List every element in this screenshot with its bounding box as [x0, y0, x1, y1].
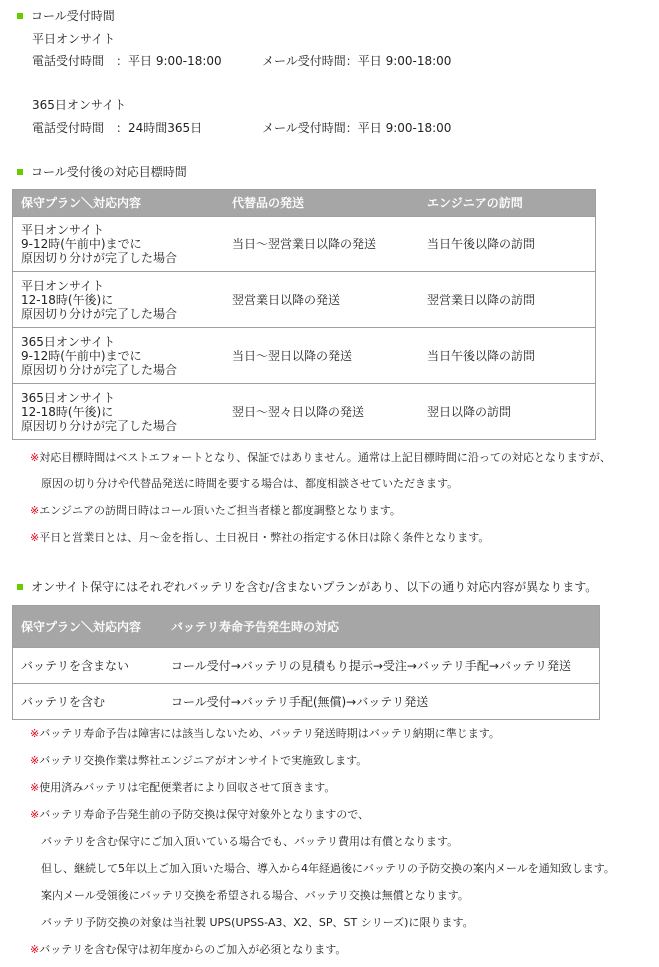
table-row: [13, 328, 596, 384]
note-line: 案内メール受領後にバッテリ交換を希望される場合、バッテリ交換は無償となります。: [41, 889, 469, 902]
replacement-cell: 翌日～翌々日以降の発送: [224, 384, 419, 440]
replacement-cell: 翌営業日以降の発送: [224, 272, 419, 328]
table-header-row: [13, 190, 596, 217]
bullet-square-icon: [17, 584, 23, 590]
note-line: バッテリを含む保守にご加入頂いている場合でも、バッテリ費用は有償となります。: [41, 835, 459, 848]
plan-cell: バッテリを含む: [13, 684, 164, 720]
visit-cell: 翌日以降の訪問: [419, 384, 596, 440]
allyear-phone-hours: 電話受付時間 ：24時間365日: [32, 121, 203, 135]
note-line: ※使用済みバッテリは宅配便業者により回収させて頂きます。: [30, 781, 336, 794]
section-heading-target-time: コール受付後の対応目標時間: [17, 164, 187, 180]
note-line: 但し、継続して5年以上ご加入頂いた場合、導入から4年経過後にバッテリの予防交換の案内メールを通知致します。: [41, 862, 615, 875]
allyear-mail-hours: メール受付時間：平日 9:00-18:00: [262, 121, 452, 135]
visit-cell: 翌営業日以降の訪問: [419, 272, 596, 328]
plan-cell: 365日オンサイト 9-12時(午前中)までに 原因切り分けが完了した場合: [13, 328, 225, 384]
note-line: ※バッテリ寿命予告発生前の予防交換は保守対象外となりますので、: [30, 808, 369, 821]
column-header: バッテリ寿命予告発生時の対応: [163, 606, 600, 648]
table-row: [13, 684, 600, 720]
table-header-row: [13, 606, 600, 648]
column-header: 代替品の発送: [224, 190, 419, 217]
note-line: 原因の切り分けや代替品発送に時間を要する場合は、都度相談させていただきます。: [41, 477, 459, 490]
column-header: エンジニアの訪問: [419, 190, 596, 217]
action-cell: コール受付→バッテリ手配(無償)→バッテリ発送: [163, 684, 600, 720]
note-line: ※エンジニアの訪問日時はコール頂いたご担当者様と都度調整となります。: [30, 504, 401, 517]
allyear-onsite-title: 365日オンサイト: [32, 98, 127, 112]
visit-cell: 当日午後以降の訪問: [419, 328, 596, 384]
section-heading-call-hours: コール受付時間: [17, 8, 115, 24]
bullet-square-icon: [17, 13, 23, 19]
note-line: ※バッテリを含む保守は初年度からのご加入が必須となります。: [30, 943, 347, 956]
weekday-onsite-title: 平日オンサイト: [32, 32, 116, 46]
visit-cell: 当日午後以降の訪問: [419, 217, 596, 272]
weekday-phone-hours: 電話受付時間 ：平日 9:00-18:00: [32, 54, 222, 68]
note-line: ※バッテリ交換作業は弊社エンジニアがオンサイトで実施致します。: [30, 754, 368, 767]
target-time-table: [12, 189, 596, 440]
bullet-square-icon: [17, 169, 23, 175]
plan-cell: 365日オンサイト 12-18時(午後)に 原因切り分けが完了した場合: [13, 384, 225, 440]
weekday-mail-hours: メール受付時間：平日 9:00-18:00: [262, 54, 452, 68]
table-row: [13, 648, 600, 684]
note-line: ※平日と営業日とは、月～金を指し、土日祝日・弊社の指定する休日は除く条件となります。: [30, 531, 490, 544]
note-line: ※バッテリ寿命予告は障害には該当しないため、バッテリ発送時期はバッテリ納期に準じます。: [30, 727, 500, 740]
plan-cell: 平日オンサイト 12-18時(午後)に 原因切り分けが完了した場合: [13, 272, 225, 328]
plan-cell: 平日オンサイト 9-12時(午前中)までに 原因切り分けが完了した場合: [13, 217, 225, 272]
replacement-cell: 当日～翌営業日以降の発送: [224, 217, 419, 272]
battery-table: [12, 605, 600, 720]
plan-cell: バッテリを含まない: [13, 648, 164, 684]
table-row: [13, 217, 596, 272]
table-row: [13, 384, 596, 440]
action-cell: コール受付→バッテリの見積もり提示→受注→バッテリ手配→バッテリ発送: [163, 648, 600, 684]
note-line: バッテリ予防交換の対象は当社製 UPS(UPSS-A3、X2、SP、ST シリーズ)に限ります。: [41, 916, 474, 929]
column-header: 保守プラン＼対応内容: [13, 606, 164, 648]
replacement-cell: 当日～翌日以降の発送: [224, 328, 419, 384]
table-row: [13, 272, 596, 328]
section-heading-battery: オンサイト保守にはそれぞれバッテリを含む/含まないプランがあり、以下の通り対応内容が異なります。: [17, 579, 597, 595]
note-line: ※対応目標時間はベストエフォートとなり、保証ではありません。通常は上記目標時間に沿っての対応となりますが、: [30, 451, 611, 464]
column-header: 保守プラン＼対応内容: [13, 190, 225, 217]
